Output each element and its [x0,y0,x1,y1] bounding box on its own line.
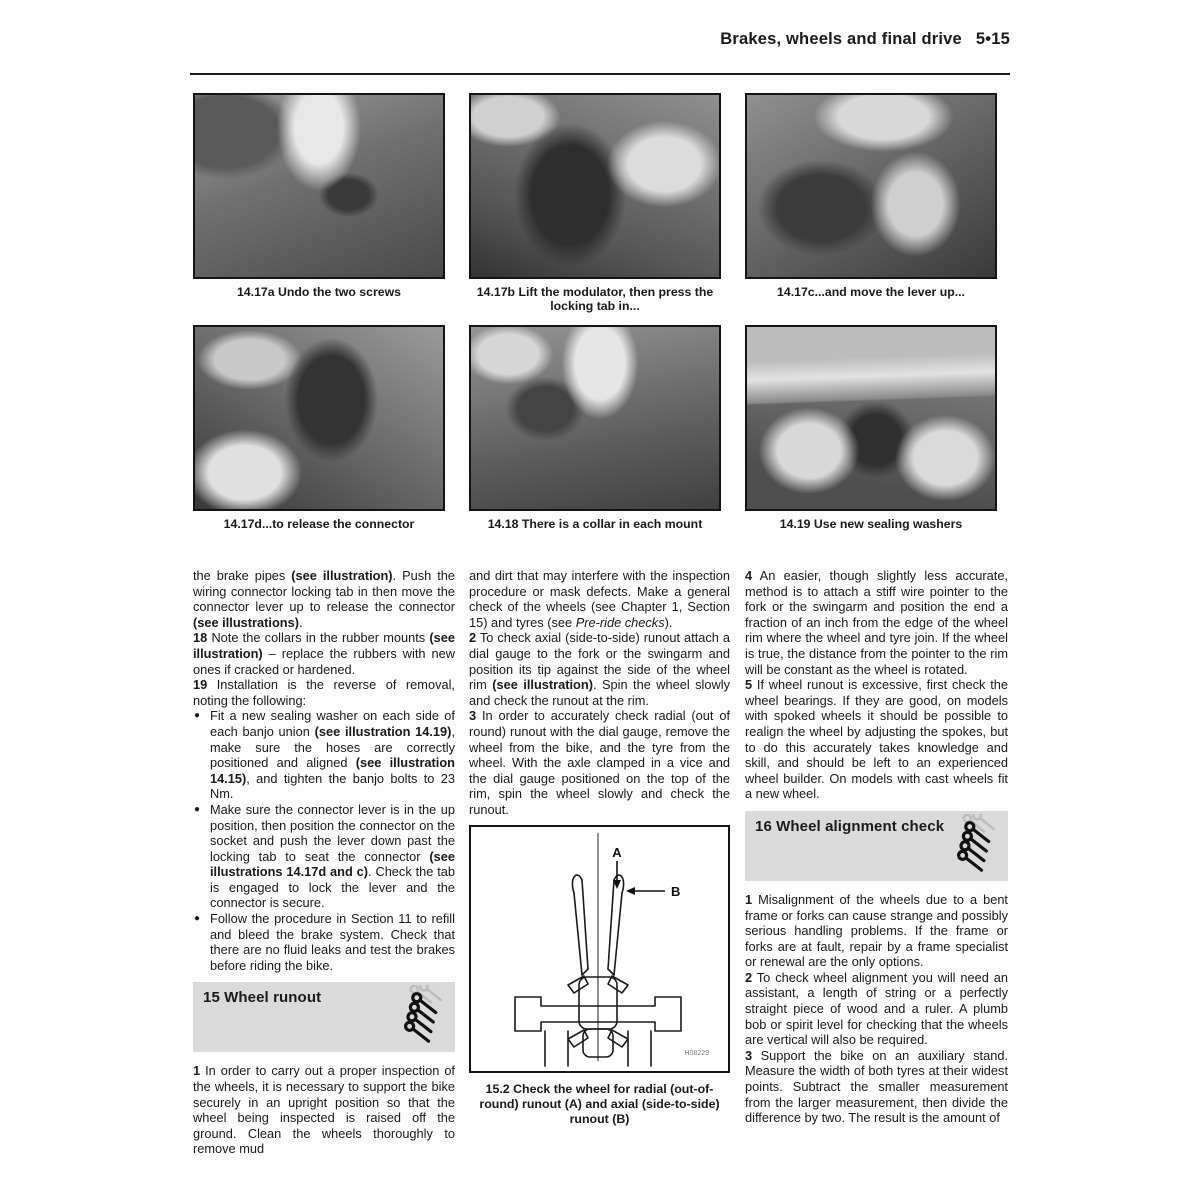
label-b: B [671,883,681,899]
section-15-title: 15 Wheel runout [203,989,322,1007]
photo-14-17d [193,325,445,511]
paragraph-2-alignment: 2 To check wheel alignment you will need an assistant, a length of string or a perfectly straight piece of wood and a ruler. A plumb bob or spirit level for checking that the wheels are vertical will also be required. [745,969,1008,1048]
bullet-item [193,911,455,973]
paragraph-4: 4 An easier, though slightly less accurate, method is to attach a stiff wire pointer to the fork or the swingarm and position the end a fraction of an inch from the edge of the wheel rim where the wheel and tyre join. If the wheel is true, the distance from the pointer to the rim will be constant as the wheel is rotated. [745,568,1008,677]
wheel-runout-diagram [471,827,728,1067]
caption-14-17b: 14.17b Lift the modulator, then press the locking tab in... [476,285,714,313]
caption-14-19: 14.19 Use new sealing washers [779,517,963,531]
paragraph-continuation: and dirt that may interfere with the inspection procedure or mask defects. Make a general check of the wheels (see Chapter 1, Section 15) and tyres (see Pre-ride checks). [469,568,730,630]
label-a: A [612,844,622,860]
figure-15-2 [469,825,730,1073]
section-15-heading [193,982,455,1052]
section-16-heading [745,811,1008,881]
bullet-text: Fit a new sealing washer on each side of each banjo union (see illustration 14.19), make sure the hoses are correctly positioned and aligned (see illustration 14.15), and tighten the banjo bolts to 23 Nm. [210,708,455,802]
paragraph-19: 19 Installation is the reverse of removal, noting the following: [193,677,455,708]
bullet-icon: ● [194,710,201,722]
difficulty-rating-wrench-icon [948,814,1002,878]
difficulty-rating-wrench-icon [395,985,449,1049]
photo-14-17a [193,93,445,279]
bullet-item [193,802,455,911]
paragraph-5: 5 If wheel runout is excessive, first check the wheel bearings. If they are good, on models with spoked wheels it should be possible to realign the wheel by adjusting the spokes, but to do this accurately takes knowledge and skill, and should be left to an experienced wheel builder. On models with cast wheels fit a new wheel. [745,677,1008,802]
caption-15-2: 15.2 Check the wheel for radial (out-of-round) runout (A) and axial (side-to-side) runout (B) [479,1081,720,1126]
paragraph-18: 18 Note the collars in the rubber mounts (see illustration) – replace the rubbers with new ones if cracked or hardened. [193,630,455,677]
page-number: 5•15 [975,30,1010,48]
checklist [193,708,455,973]
paragraph-3: 3 In order to accurately check radial (out of round) runout with the dial gauge, remove the wheel from the bike, and the tyre from the wheel. With the axle clamped in a vice and the dial gauge positioned on the top of the rim, spin the wheel slowly and check the runout. [469,708,730,817]
photo-14-17b [469,93,721,279]
page-title: Brakes, wheels and final drive [720,30,962,48]
photo-14-18 [469,325,721,511]
column-right [745,568,1008,1126]
bullet-item [193,708,455,802]
paragraph-3-alignment: 3 Support the bike on an auxiliary stand. Measure the width of both tyres at their widest points. Subtract the smaller measurement from the larger measurement, then divide the difference by two. The result is the amount of [745,1047,1008,1126]
figure-code: H08229 [684,1049,709,1057]
caption-14-17d: 14.17d...to release the connector [223,517,415,531]
paragraph-1-runout: 1 In order to carry out a proper inspection of the wheels, it is necessary to support the bike securely in an upright position so that the wheel being inspected is raised off the ground. Clean the wheels thoroughly to remove mud [193,1063,455,1157]
bullet-icon: ● [194,803,201,815]
caption-14-18: 14.18 There is a collar in each mount [487,517,703,531]
column-left [193,568,455,1157]
paragraph-1-alignment: 1 Misalignment of the wheels due to a bent frame or forks can cause strange and possibly serious handling problems. If the frame or forks are at fault, repair by a frame specialist or renewal are the only options. [745,891,1008,970]
header-rule [190,73,1010,75]
paragraph-continuation: the brake pipes (see illustration). Push the wiring connector locking tab in then move the connector lever up to release the connector (see illustrations). [193,568,455,630]
caption-14-17c: 14.17c...and move the lever up... [777,285,965,299]
bullet-icon: ● [194,913,201,925]
bullet-text: Make sure the connector lever is in the up position, then position the connector on the socket and push the lever down past the locking tab to seat the connector (see illustrations 14.17d and c). Check the tab is engaged to lock the lever and the connector is secure. [210,801,455,911]
column-middle [469,568,730,1127]
paragraph-2: 2 To check axial (side-to-side) runout attach a dial gauge to the fork or the swingarm and position its tip against the side of the wheel rim (see illustration). Spin the wheel slowly and check the runout at the rim. [469,630,730,708]
caption-14-17a: 14.17a Undo the two screws [236,285,401,299]
photo-14-17c [745,93,997,279]
page-header [190,30,1010,49]
bullet-text: Follow the procedure in Section 11 to refill and bleed the brake system. Check that there are no fluid leaks and test the brakes before riding the bike. [210,911,455,973]
photo-14-19 [745,325,997,511]
section-16-title: 16 Wheel alignment check [755,817,945,835]
